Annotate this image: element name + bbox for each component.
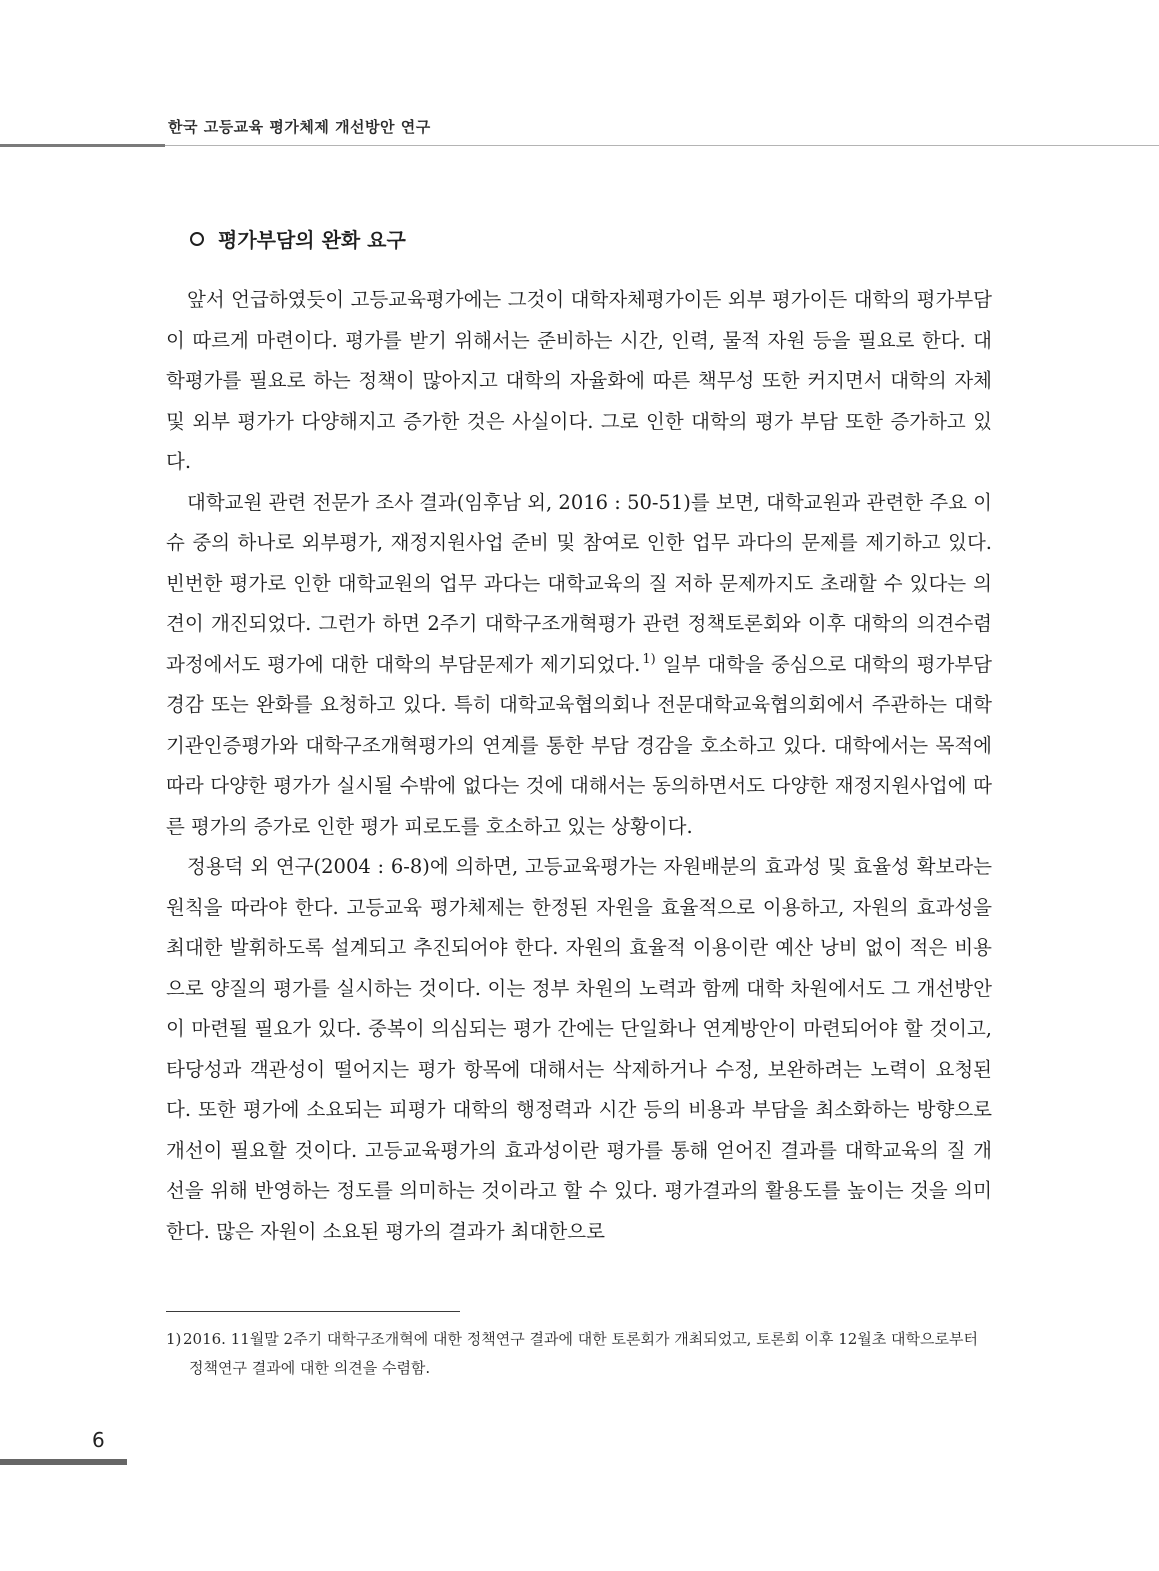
header-rule-accent — [0, 144, 165, 147]
body-text — [166, 280, 992, 1252]
page-number: 6 — [92, 1428, 105, 1452]
paragraph-3: 정용덕 외 연구(2004 : 6-8)에 의하면, 고등교육평가는 자원배분의 효과성 및 효율성 확보라는 원칙을 따라야 한다. 고등교육 평가체제는 한정된 자원을 효율적으로 이용하고, 자원의 효과성을 최대한 발휘하도록 설계되고 추진되어야 한다. 자원의 효율적 이용이란 예산 낭비 없이 적은 비용으로 양질의 평가를 실시하는 것이다. 이는 정부 차원의 노력과 함께 대학 차원에서도 그 개선방안이 마련될 필요가 있다. 중복이 의심되는 평가 간에는 단일화나 연계방안이 마련되어야 할 것이고, 타당성과 객관성이 떨어지는 평가 항목에 대해서는 삭제하거나 수정, 보완하려는 노력이 요청된다. 또한 평가에 소요되는 피평가 대학의 행정력과 시간 등의 비용과 부담을 최소화하는 방향으로 개선이 필요할 것이다. 고등교육평가의 효과성이란 평가를 통해 얻어진 결과를 대학교육의 질 개선을 위해 반영하는 정도를 의미하는 것이라고 할 수 있다. 평가결과의 활용도를 높이는 것을 의미한다. 많은 자원이 소요된 평가의 결과가 최대한으로 — [166, 855, 992, 1243]
paragraph-1: 앞서 언급하였듯이 고등교육평가에는 그것이 대학자체평가이든 외부 평가이든 대학의 평가부담이 따르게 마련이다. 평가를 받기 위해서는 준비하는 시간, 인력, 물적 자원 등을 필요로 한다. 대학평가를 필요로 하는 정책이 많아지고 대학의 자율화에 따른 책무성 또한 커지면서 대학의 자체 및 외부 평가가 다양해지고 증가한 것은 사실이다. 그로 인한 대학의 평가 부담 또한 증가하고 있다. — [166, 288, 992, 473]
footer-bar — [0, 1459, 127, 1465]
header-rule — [165, 145, 1159, 146]
section-heading-text: 평가부담의 완화 요구 — [218, 228, 406, 252]
footnote-reference[interactable]: 1) — [642, 652, 656, 667]
paragraph-2 — [166, 483, 992, 848]
section-heading — [190, 224, 406, 253]
footnote-number: 1) — [166, 1330, 182, 1348]
circle-bullet-icon — [190, 232, 204, 246]
footnote-text: 2016. 11월말 2주기 대학구조개혁에 대한 정책연구 결과에 대한 토론회가 개최되었고, 토론회 이후 12월초 대학으로부터 정책연구 결과에 대한 의견을 수렴함. — [183, 1330, 978, 1377]
running-header-title: 한국 고등교육 평가체제 개선방안 연구 — [168, 118, 431, 136]
paragraph-2-part-a: 대학교원 관련 전문가 조사 결과(임후남 외, 2016 : 50-51)를 보면, 대학교원과 관련한 주요 이슈 중의 하나로 외부평가, 재정지원사업 준비 및 참여로 인한 업무 과다의 문제를 제기하고 있다. 빈번한 평가로 인한 대학교원의 업무 과다는 대학교육의 질 저하 문제까지도 초래할 수 있다는 의견이 개진되었다. 그런가 하면 2주기 대학구조개혁평가 관련 정책토론회와 이후 대학의 의견수렴 과정에서도 평가에 대한 대학의 부담문제가 제기되었다. — [166, 490, 992, 676]
paragraph-2-part-b: 일부 대학을 중심으로 대학의 평가부담 경감 또는 완화를 요청하고 있다. 특히 대학교육협의회나 전문대학교육협의회에서 주관하는 대학기관인증평가와 대학구조개혁평가의 연계를 통한 부담 경감을 호소하고 있다. 대학에서는 목적에 따라 다양한 평가가 실시될 수밖에 없다는 것에 대해서는 동의하면서도 다양한 재정지원사업에 따른 평가의 증가로 인한 평가 피로도를 호소하고 있는 상황이다. — [166, 652, 992, 838]
footnote — [166, 1325, 992, 1383]
footnote-divider — [166, 1311, 460, 1312]
